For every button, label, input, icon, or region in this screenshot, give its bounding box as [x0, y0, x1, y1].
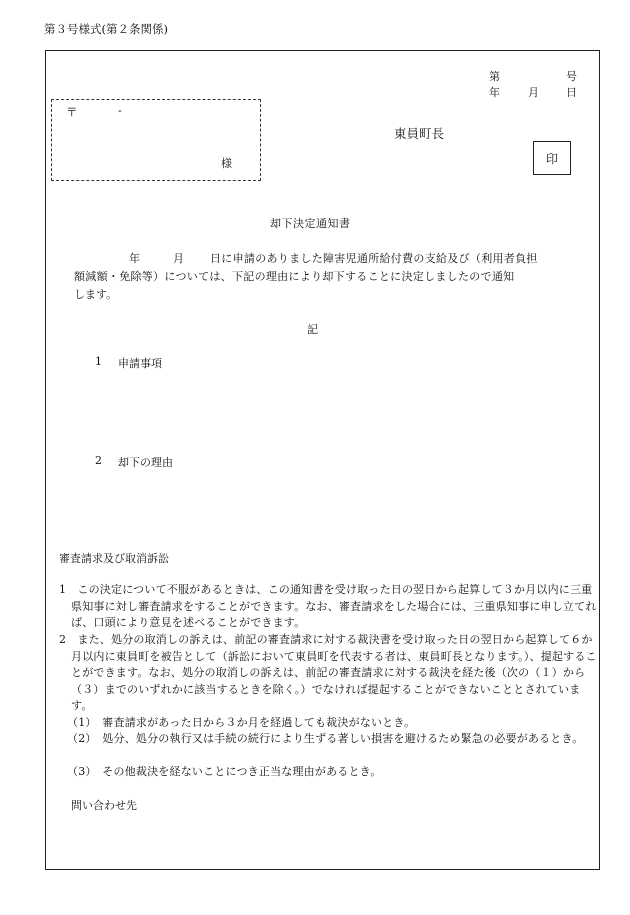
item-number: 2	[95, 454, 102, 467]
issuer-name: 東員町長	[394, 126, 445, 141]
appeal-sub-1: （1） 審査請求があった日から３か月を経過しても裁決がないとき。	[67, 716, 416, 729]
body-line-2: 額減額・免除等）については、下記の理由により却下することに決定しましたので通知	[74, 270, 515, 283]
item-number: 1	[95, 355, 102, 368]
number-prefix: 第	[489, 70, 500, 83]
ki-mark: 記	[307, 323, 318, 336]
appeal-paragraph-1: 1 この決定について不服があるときは、この通知書を受け取った日の翌日から起算して３か月以内に三重県知事に対し審査請求をすることができます。なお、審査請求をした場合には、三重県知事に申し立てれば、口頭により意見を述べることができます。	[59, 583, 597, 629]
contact-label: 問い合わせ先	[71, 799, 137, 812]
postal-mark: 〒	[66, 105, 78, 119]
date-day: 日	[566, 86, 577, 99]
appeal-heading: 審査請求及び取消訴訟	[59, 552, 169, 565]
date-month: 月	[528, 86, 539, 99]
appeal-paragraph-2: 2 また、処分の取消しの訴えは、前記の審査請求に対する裁決書を受け取った日の翌日から起算して６か月以内に東員町を被告として（訴訟において東員町を代表する者は、東員町長となります。）、提起することができます。なお、処分の取消しの訴えは、前記の審査請求に対する裁決を経た後（次の（１）から（３）までのいずれかに該当するときを除く。）でなければ提起することができないこととされています。	[59, 633, 597, 712]
seal-box: 印	[533, 141, 571, 175]
item-label-reason: 却下の理由	[118, 456, 173, 469]
number-suffix: 号	[566, 70, 577, 83]
appeal-sub-2: （2） 処分、処分の執行又は手続の続行により生ずる著しい損害を避けるため緊急の必要があるとき。	[67, 732, 584, 745]
document-title: 却下決定通知書	[270, 217, 351, 230]
form-label: 第３号様式(第２条関係)	[44, 22, 168, 36]
honorific: 様	[221, 157, 232, 170]
body-date-month: 月	[173, 252, 184, 265]
appeal-sub-3: （3） その他裁決を経ないことにつき正当な理由があるとき。	[67, 765, 382, 778]
date-year: 年	[489, 86, 500, 99]
body-line-3: します。	[74, 288, 118, 301]
body-date-year: 年	[129, 252, 140, 265]
item-label-application: 申請事項	[118, 357, 162, 370]
postal-dash: -	[118, 104, 122, 117]
body-line-1: 日に申請のありました障害児通所給付費の支給及び（利用者負担	[210, 252, 538, 265]
